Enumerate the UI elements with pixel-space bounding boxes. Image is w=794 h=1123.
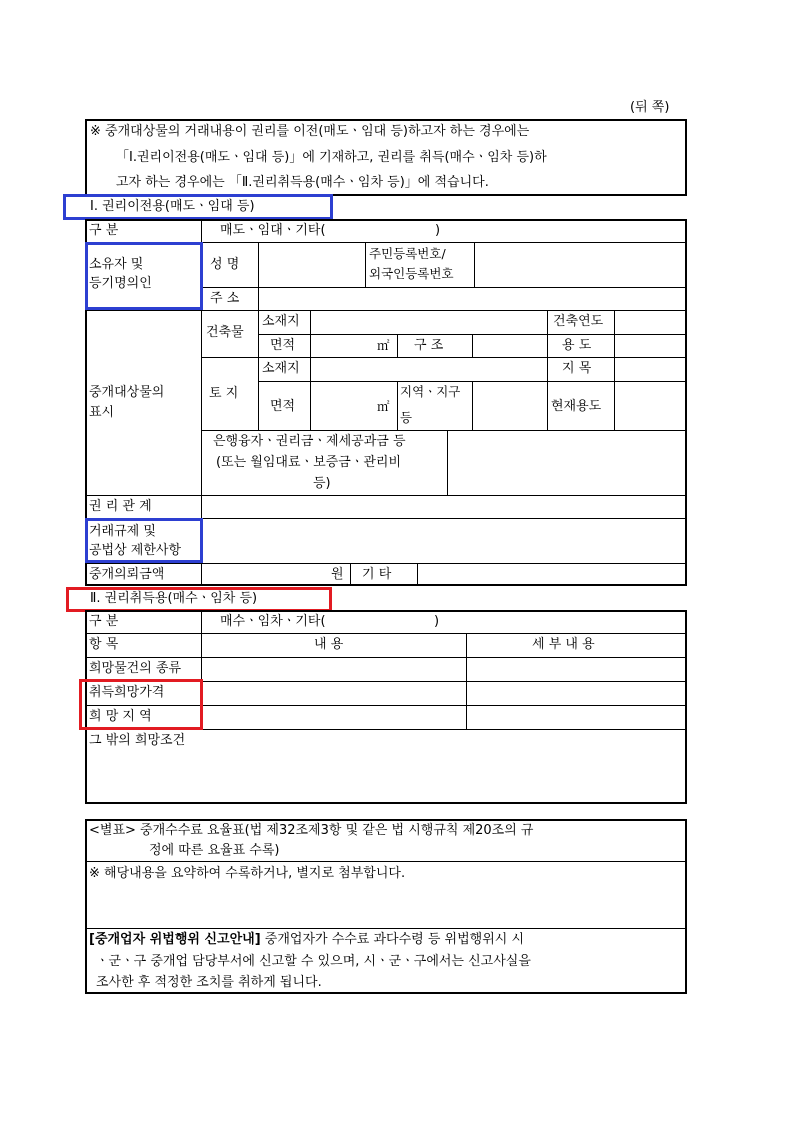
- s2-gubun-close: ): [434, 614, 440, 629]
- s1-owner-label-1: 소유자 및: [89, 257, 144, 272]
- s1-regno-label-1: 주민등록번호/: [369, 246, 446, 261]
- s1-loan-label-2: (또는 월임대료ㆍ보증금ㆍ관리비: [216, 455, 402, 470]
- s1-gubun-label: 구 분: [89, 223, 119, 238]
- s1-property-label-1: 중개대상물의: [89, 385, 165, 400]
- section1-title: Ⅰ. 권리이전용(매도ㆍ임대 등): [90, 199, 255, 214]
- notice-line-3: 고자 하는 경우에는 「Ⅱ.권리취득용(매수ㆍ임차 등)」에 적습니다.: [116, 175, 489, 190]
- s2-item-label: 항 목: [89, 637, 119, 652]
- s1-build-year-label: 건축연도: [553, 314, 604, 329]
- s2-gubun-value: 매수ㆍ임차ㆍ기타(: [220, 614, 326, 629]
- report-line-3: 조사한 후 적정한 조치를 취하게 됩니다.: [96, 975, 322, 990]
- s1-name-label: 성 명: [210, 257, 240, 272]
- fee-line-1: <별표> 중개수수료 요율표(법 제32조제3항 및 같은 법 시행규칙 제20조의 규: [89, 823, 534, 838]
- s2-gubun-label: 구 분: [89, 614, 119, 629]
- s1-won-label: 원: [331, 567, 344, 582]
- s1-price-label: 중개의뢰금액: [89, 567, 165, 582]
- s1-land-area-label: 면적: [270, 399, 296, 414]
- report-bold: [중개업자 위법행위 신고안내]: [89, 932, 261, 947]
- s1-building-label: 건축물: [206, 325, 244, 340]
- s2-other-label: 그 밖의 희망조건: [89, 733, 186, 748]
- s1-gubun-close: ): [435, 223, 441, 238]
- s1-structure-label: 구 조: [414, 338, 444, 353]
- s1-land-location-label: 소재지: [262, 361, 300, 376]
- s1-current-use-label: 현재용도: [551, 399, 602, 414]
- s2-content-label: 내 용: [314, 637, 344, 652]
- s1-gubun-value: 매도ㆍ임대ㆍ기타(: [220, 223, 326, 238]
- s1-property-label-2: 표시: [89, 405, 115, 420]
- s1-location-label: 소재지: [262, 314, 300, 329]
- s1-owner-label-2: 등기명의인: [89, 276, 152, 291]
- acquisition-highlight: [79, 679, 203, 730]
- s1-usage-label: 용 도: [562, 338, 592, 353]
- s2-price-label: 취득희망가격: [89, 685, 165, 700]
- s1-restriction-label-1: 거래규제 및: [89, 524, 156, 539]
- s1-land-unit-sqm: ㎡: [377, 399, 390, 414]
- s2-detail-label: 세 부 내 용: [532, 637, 595, 652]
- s1-zone-label-1: 지역ㆍ지구: [400, 384, 461, 399]
- s2-area-label: 희 망 지 역: [89, 709, 152, 724]
- s1-rights-label: 권 리 관 계: [89, 499, 152, 514]
- restriction-highlight: [85, 518, 203, 563]
- s1-jimok-label: 지 목: [562, 361, 592, 376]
- s1-restriction-label-2: 공법상 제한사항: [89, 543, 182, 558]
- s1-regno-label-2: 외국인등록번호: [369, 266, 454, 281]
- report-line-2: ㆍ군ㆍ구 중개업 담당부서에 신고할 수 있으며, 시ㆍ군ㆍ구에서는 신고사실을: [96, 954, 531, 969]
- notice-line-2: 「Ⅰ.권리이전용(매도ㆍ임대 등)」에 기재하고, 권리를 취득(매수ㆍ임차 등)하: [116, 150, 547, 165]
- s1-unit-sqm: ㎡: [377, 338, 390, 353]
- s1-loan-label-3: 등): [313, 476, 331, 491]
- report-text-1: 중개업자가 수수료 과다수령 등 위법행위시 시: [260, 932, 525, 947]
- s1-other-label: 기 타: [362, 567, 392, 582]
- s2-kind-label: 희망물건의 종류: [89, 661, 182, 676]
- section2-title: Ⅱ. 권리취득용(매수ㆍ임차 등): [90, 591, 258, 606]
- s1-loan-label-1: 은행융자ㆍ권리금ㆍ제세공과금 등: [213, 434, 406, 449]
- s1-address-label: 주 소: [210, 291, 240, 306]
- s1-land-label: 토 지: [209, 386, 239, 401]
- page-label: (뒤 쪽): [630, 100, 670, 115]
- fee-line-2: 정에 따른 요율표 수록): [149, 843, 280, 858]
- summary-note: ※ 해당내용을 요약하여 수록하거나, 별지로 첨부합니다.: [89, 866, 406, 881]
- notice-line-1: ※ 중개대상물의 거래내용이 권리를 이전(매도ㆍ임대 등)하고자 하는 경우에는: [90, 124, 530, 139]
- owner-highlight: [85, 242, 203, 310]
- section1-title-highlight: [63, 194, 333, 220]
- s1-area-label: 면적: [270, 338, 296, 353]
- s1-zone-label-2: 등: [400, 410, 413, 425]
- section2-title-highlight: [66, 587, 332, 612]
- report-line-1: [89, 932, 524, 948]
